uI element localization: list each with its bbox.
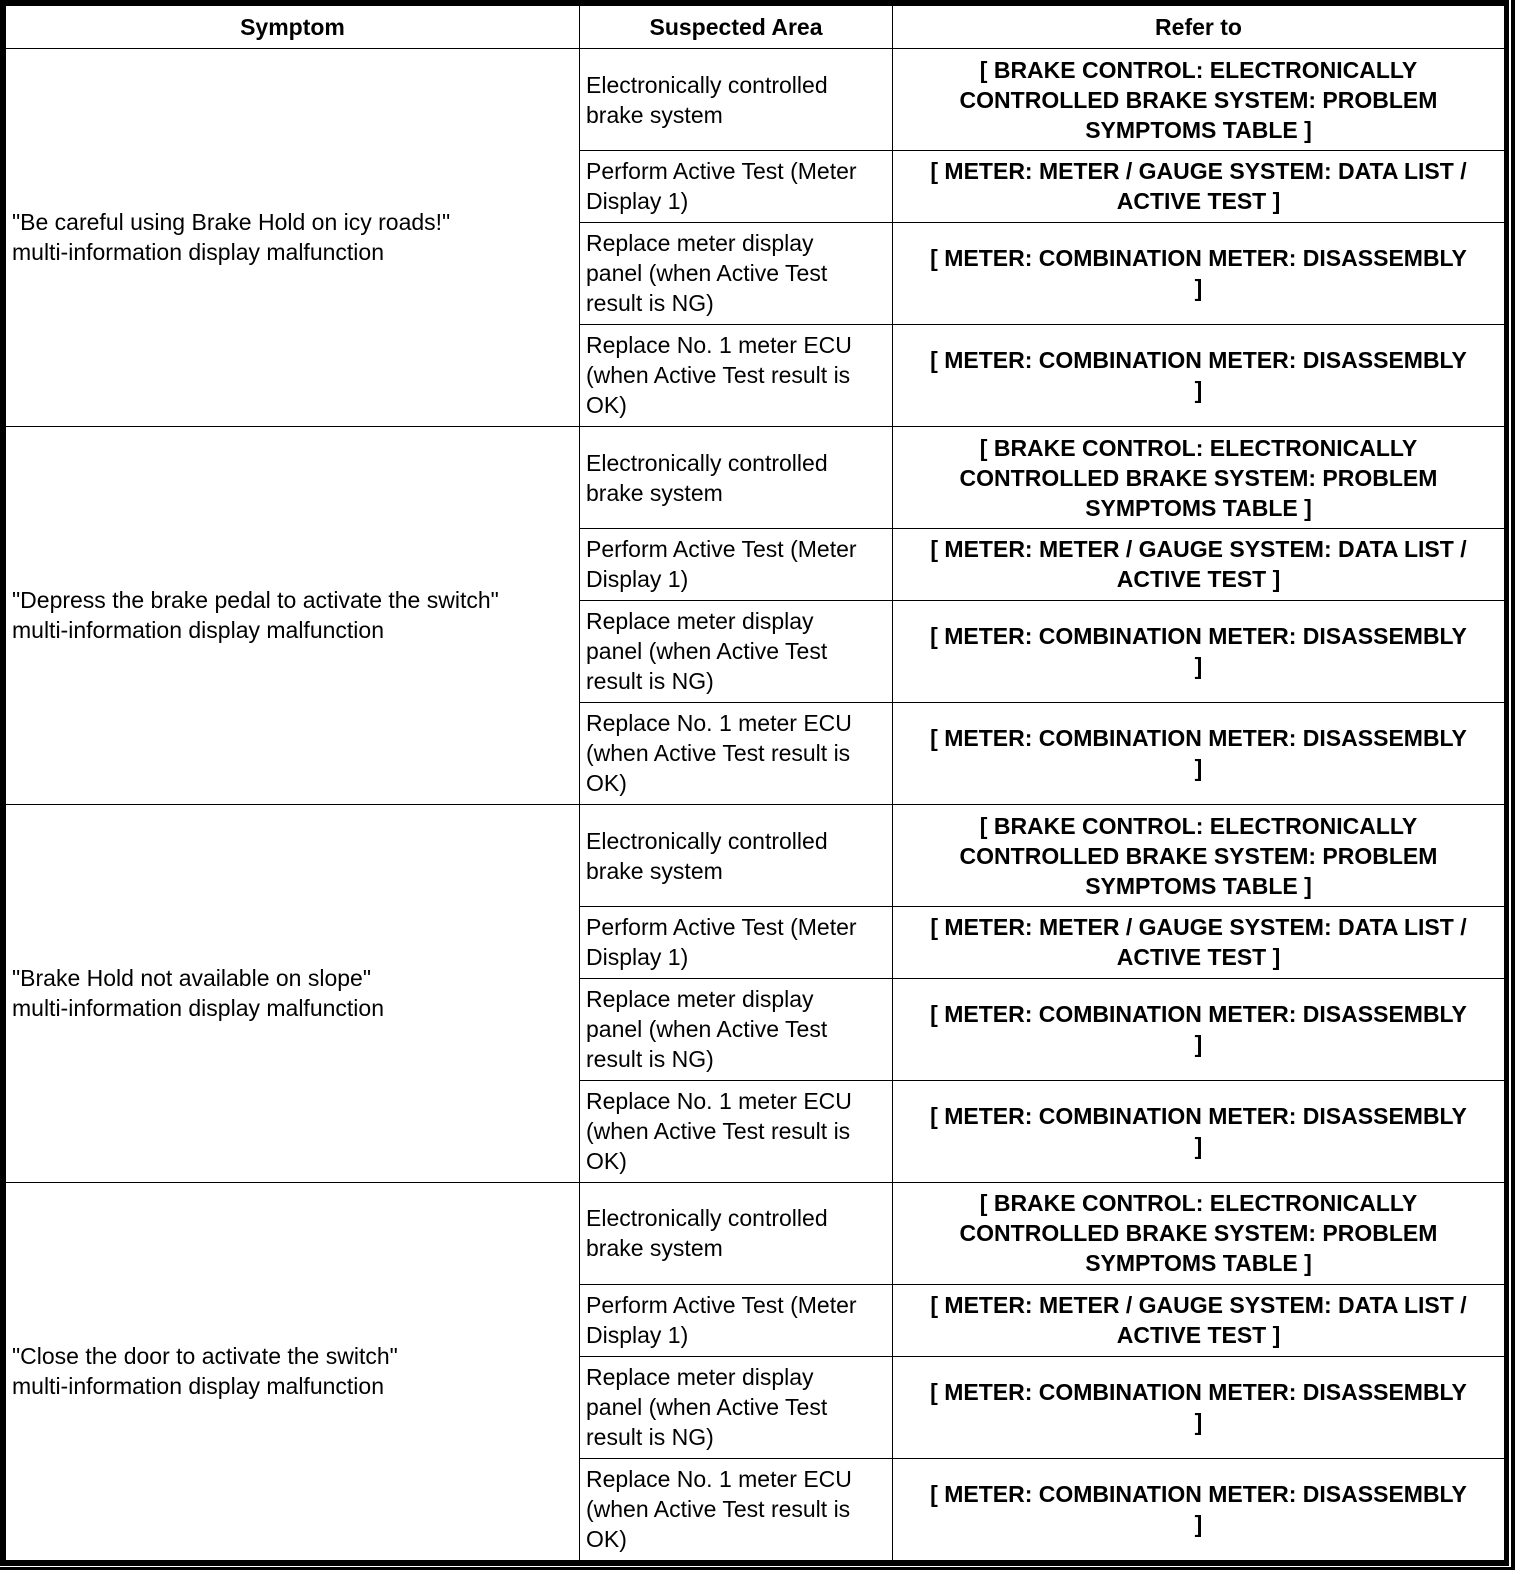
header-row [6, 6, 1505, 49]
suspected-area-cell [580, 426, 893, 528]
refer-to-cell [893, 426, 1505, 528]
suspected-area-line: (when Active Test result is [586, 1496, 851, 1523]
suspected-area-line: Display 1) [586, 188, 689, 215]
refer-to-line: ] [1194, 755, 1203, 782]
suspected-area-line: Perform Active Test (Meter [586, 536, 857, 563]
suspected-area-line: panel (when Active Test [586, 1394, 828, 1421]
refer-to-cell [893, 529, 1505, 601]
suspected-area-line: OK) [586, 770, 627, 797]
refer-to-line: SYMPTOMS TABLE ] [1085, 1250, 1312, 1277]
suspected-area-line: Replace No. 1 meter ECU [586, 332, 852, 359]
suspected-area-line: result is NG) [586, 1046, 714, 1073]
suspected-area-line: Display 1) [586, 566, 689, 593]
symptom-line: multi-information display malfunction [12, 617, 384, 644]
table-body [6, 49, 1505, 1561]
suspected-area-line: Perform Active Test (Meter [586, 158, 857, 185]
table-row [6, 426, 1505, 528]
table-row [6, 1182, 1505, 1284]
suspected-area-cell [580, 1458, 893, 1560]
refer-to-line: CONTROLLED BRAKE SYSTEM: PROBLEM [959, 1220, 1438, 1247]
suspected-area-cell [580, 1285, 893, 1357]
refer-to-line: [ METER: COMBINATION METER: DISASSEMBLY [930, 725, 1467, 752]
suspected-area-line: OK) [586, 1148, 627, 1175]
table-row [6, 49, 1505, 151]
suspected-area-line: brake system [586, 101, 723, 128]
suspected-area-line: Replace meter display [586, 986, 814, 1013]
symptom-line: "Depress the brake pedal to activate the switch" [12, 587, 499, 614]
refer-to-cell [893, 978, 1505, 1080]
suspected-area-cell [580, 151, 893, 223]
suspected-area-line: result is NG) [586, 1424, 714, 1451]
refer-to-cell [893, 1356, 1505, 1458]
refer-to-cell [893, 324, 1505, 426]
header-suspected-area: Suspected Area [580, 6, 893, 49]
refer-to-line: CONTROLLED BRAKE SYSTEM: PROBLEM [959, 464, 1438, 491]
table-row [6, 804, 1505, 906]
suspected-area-line: OK) [586, 392, 627, 419]
suspected-area-line: Electronically controlled [586, 71, 828, 98]
symptom-line: multi-information display malfunction [12, 239, 384, 266]
suspected-area-line: OK) [586, 1526, 627, 1553]
refer-to-line: SYMPTOMS TABLE ] [1085, 494, 1312, 521]
refer-to-line: ] [1194, 1511, 1203, 1538]
refer-to-line: [ METER: COMBINATION METER: DISASSEMBLY [930, 1379, 1467, 1406]
refer-to-line: ACTIVE TEST ] [1116, 566, 1281, 593]
refer-to-line: ] [1194, 377, 1203, 404]
suspected-area-cell [580, 804, 893, 906]
refer-to-line: [ METER: METER / GAUGE SYSTEM: DATA LIST / [930, 158, 1467, 185]
refer-to-line: ] [1194, 275, 1203, 302]
refer-to-cell [893, 222, 1505, 324]
refer-to-cell [893, 1458, 1505, 1560]
suspected-area-cell [580, 1182, 893, 1284]
suspected-area-line: (when Active Test result is [586, 740, 851, 767]
refer-to-line: [ BRAKE CONTROL: ELECTRONICALLY [979, 1190, 1418, 1217]
suspected-area-line: Replace No. 1 meter ECU [586, 1088, 852, 1115]
refer-to-line: [ METER: COMBINATION METER: DISASSEMBLY [930, 347, 1467, 374]
refer-to-line: [ BRAKE CONTROL: ELECTRONICALLY [979, 434, 1418, 461]
suspected-area-line: Perform Active Test (Meter [586, 1292, 857, 1319]
symptom-cell [6, 1182, 580, 1560]
refer-to-cell [893, 49, 1505, 151]
suspected-area-line: Replace No. 1 meter ECU [586, 1466, 852, 1493]
suspected-area-line: (when Active Test result is [586, 362, 851, 389]
suspected-area-cell [580, 907, 893, 979]
suspected-area-line: result is NG) [586, 668, 714, 695]
refer-to-line: [ BRAKE CONTROL: ELECTRONICALLY [979, 812, 1418, 839]
symptom-line: "Close the door to activate the switch" [12, 1343, 398, 1370]
refer-to-cell [893, 1285, 1505, 1357]
suspected-area-cell [580, 49, 893, 151]
suspected-area-line: Replace meter display [586, 230, 814, 257]
refer-to-cell [893, 151, 1505, 223]
suspected-area-line: Display 1) [586, 1322, 689, 1349]
suspected-area-cell [580, 1080, 893, 1182]
suspected-area-line: brake system [586, 857, 723, 884]
right-edge-border [1511, 0, 1515, 1570]
refer-to-cell [893, 600, 1505, 702]
symptom-line: multi-information display malfunction [12, 1373, 384, 1400]
suspected-area-line: brake system [586, 1235, 723, 1262]
refer-to-line: ACTIVE TEST ] [1116, 188, 1281, 215]
suspected-area-line: panel (when Active Test [586, 1016, 828, 1043]
refer-to-line: ACTIVE TEST ] [1116, 944, 1281, 971]
suspected-area-line: Replace meter display [586, 608, 814, 635]
suspected-area-line: Electronically controlled [586, 827, 828, 854]
suspected-area-cell [580, 600, 893, 702]
refer-to-line: SYMPTOMS TABLE ] [1085, 872, 1312, 899]
refer-to-line: [ METER: METER / GAUGE SYSTEM: DATA LIST / [930, 536, 1467, 563]
suspected-area-cell [580, 529, 893, 601]
refer-to-line: ACTIVE TEST ] [1116, 1322, 1281, 1349]
refer-to-line: [ METER: COMBINATION METER: DISASSEMBLY [930, 1481, 1467, 1508]
refer-to-line: [ BRAKE CONTROL: ELECTRONICALLY [979, 56, 1418, 83]
suspected-area-line: Display 1) [586, 944, 689, 971]
refer-to-cell [893, 702, 1505, 804]
refer-to-line: CONTROLLED BRAKE SYSTEM: PROBLEM [959, 86, 1438, 113]
header-refer-to: Refer to [893, 6, 1505, 49]
suspected-area-line: Electronically controlled [586, 449, 828, 476]
suspected-area-line: Electronically controlled [586, 1205, 828, 1232]
suspected-area-line: (when Active Test result is [586, 1118, 851, 1145]
suspected-area-cell [580, 978, 893, 1080]
suspected-area-cell [580, 702, 893, 804]
refer-to-line: [ METER: COMBINATION METER: DISASSEMBLY [930, 1103, 1467, 1130]
symptom-line: multi-information display malfunction [12, 995, 384, 1022]
suspected-area-line: Replace No. 1 meter ECU [586, 710, 852, 737]
suspected-area-line: panel (when Active Test [586, 260, 828, 287]
suspected-area-line: Replace meter display [586, 1364, 814, 1391]
suspected-area-line: panel (when Active Test [586, 638, 828, 665]
symptom-line: "Be careful using Brake Hold on icy roads!" [12, 209, 451, 236]
symptom-cell [6, 804, 580, 1182]
refer-to-line: [ METER: METER / GAUGE SYSTEM: DATA LIST / [930, 1292, 1467, 1319]
suspected-area-line: brake system [586, 479, 723, 506]
refer-to-line: [ METER: COMBINATION METER: DISASSEMBLY [930, 245, 1467, 272]
refer-to-line: ] [1194, 1409, 1203, 1436]
refer-to-line: [ METER: COMBINATION METER: DISASSEMBLY [930, 1001, 1467, 1028]
refer-to-line: ] [1194, 1133, 1203, 1160]
refer-to-cell [893, 907, 1505, 979]
refer-to-line: ] [1194, 653, 1203, 680]
refer-to-cell [893, 1080, 1505, 1182]
suspected-area-cell [580, 324, 893, 426]
symptom-cell [6, 426, 580, 804]
refer-to-line: ] [1194, 1031, 1203, 1058]
suspected-area-line: Perform Active Test (Meter [586, 914, 857, 941]
symptom-cell [6, 49, 580, 427]
suspected-area-cell [580, 222, 893, 324]
refer-to-cell [893, 804, 1505, 906]
problem-symptoms-table [5, 5, 1505, 1561]
bottom-edge-border [0, 1567, 1515, 1570]
suspected-area-cell [580, 1356, 893, 1458]
refer-to-line: [ METER: METER / GAUGE SYSTEM: DATA LIST / [930, 914, 1467, 941]
refer-to-cell [893, 1182, 1505, 1284]
refer-to-line: [ METER: COMBINATION METER: DISASSEMBLY [930, 623, 1467, 650]
refer-to-line: CONTROLLED BRAKE SYSTEM: PROBLEM [959, 842, 1438, 869]
refer-to-line: SYMPTOMS TABLE ] [1085, 116, 1312, 143]
symptom-line: "Brake Hold not available on slope" [12, 965, 371, 992]
suspected-area-line: result is NG) [586, 290, 714, 317]
header-symptom: Symptom [6, 6, 580, 49]
